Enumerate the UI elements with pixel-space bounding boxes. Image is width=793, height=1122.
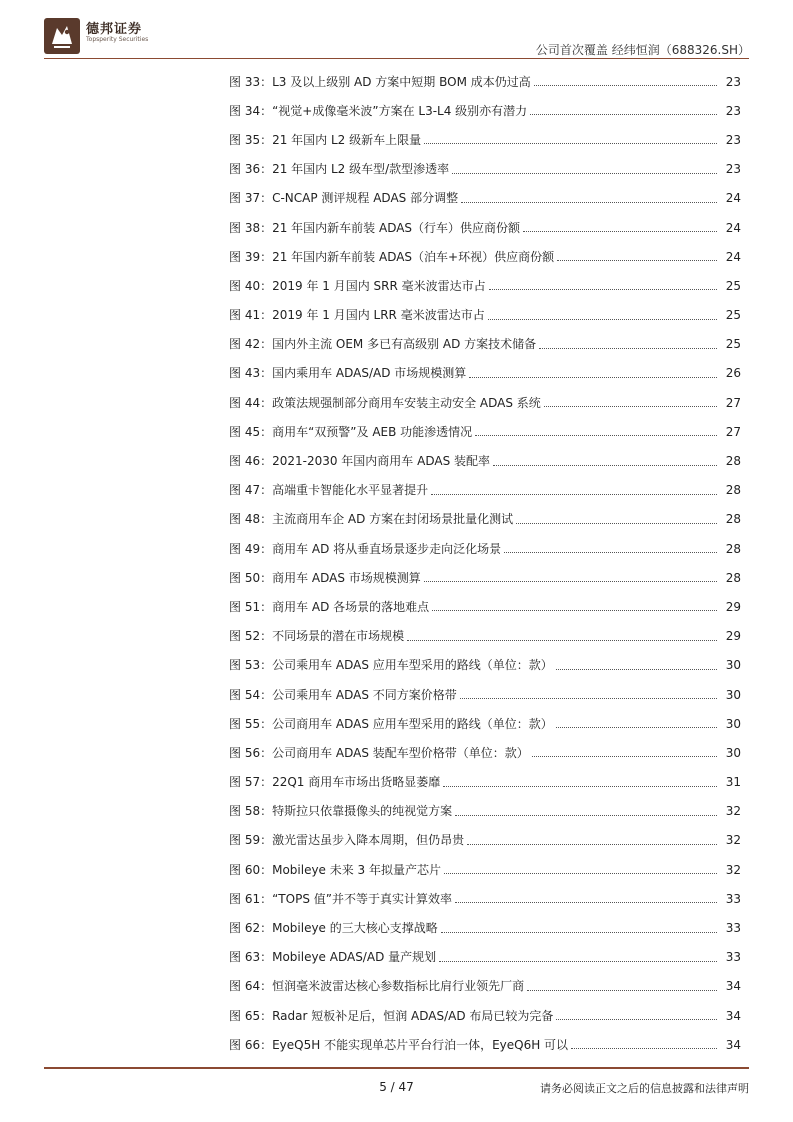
toc-entry[interactable]	[229, 330, 741, 359]
footer-divider	[44, 1067, 749, 1069]
dot-leader	[504, 552, 717, 553]
toc-entry[interactable]	[229, 301, 741, 330]
dot-leader	[455, 815, 717, 816]
toc-entry-label: 图 60：Mobileye 未来 3 年拟量产芯片	[229, 862, 442, 877]
toc-entry[interactable]	[229, 67, 741, 96]
toc-entry-page: 23	[725, 74, 741, 89]
toc-entry-page: 32	[725, 804, 741, 819]
toc-entry-label: 图 57：22Q1 商用车市场出货略显萎靡	[229, 775, 441, 790]
toc-entry-label: 图 51：商用车 AD 各场景的落地难点	[229, 599, 430, 614]
toc-entry[interactable]	[229, 709, 741, 738]
toc-entry-label: 图 34：“视觉+成像毫米波”方案在 L3-L4 级别亦有潜力	[229, 103, 528, 118]
dot-leader	[539, 348, 717, 349]
toc-entry-page: 26	[725, 366, 741, 381]
dot-leader	[431, 494, 717, 495]
toc-entry[interactable]	[229, 446, 741, 475]
toc-entry-label: 图 61：“TOPS 值”并不等于真实计算效率	[229, 891, 452, 906]
toc-entry-page: 25	[725, 308, 741, 323]
tiger-logo-icon	[44, 18, 80, 54]
toc-entry-label: 图 42：国内外主流 OEM 多已有高级别 AD 方案技术储备	[229, 337, 537, 352]
toc-entry-page: 33	[725, 950, 741, 965]
toc-entry-page: 25	[725, 337, 741, 352]
toc-entry-label: 图 43：国内乘用车 ADAS/AD 市场规模测算	[229, 366, 467, 381]
toc-entry-page: 30	[725, 716, 741, 731]
dot-leader	[530, 114, 717, 115]
brand-name: 德邦证券	[86, 22, 143, 37]
toc-entry[interactable]	[229, 943, 741, 972]
toc-entry-page: 28	[725, 454, 741, 469]
toc-entry[interactable]	[229, 1001, 741, 1030]
toc-entry-page: 28	[725, 512, 741, 527]
toc-entry-page: 33	[725, 891, 741, 906]
toc-entry-label: 图 35：21 年国内 L2 级新车上限量	[229, 132, 422, 147]
toc-entry[interactable]	[229, 913, 741, 942]
page-header	[0, 0, 793, 62]
dot-leader	[527, 990, 717, 991]
toc-entry-page: 28	[725, 570, 741, 585]
dot-leader	[424, 143, 717, 144]
toc-entry[interactable]	[229, 738, 741, 767]
header-divider	[44, 58, 749, 59]
brand-subtitle: Topsperity Securities	[86, 36, 149, 43]
toc-entry[interactable]	[229, 155, 741, 184]
toc-entry[interactable]	[229, 125, 741, 154]
toc-entry-label: 图 45：商用车“双预警”及 AEB 功能渗透情况	[229, 424, 473, 439]
dot-leader	[461, 202, 717, 203]
toc-entry-label: 图 50：商用车 ADAS 市场规模测算	[229, 570, 421, 585]
toc-entry-page: 32	[725, 833, 741, 848]
toc-entry-page: 29	[725, 599, 741, 614]
toc-entry-page: 32	[725, 862, 741, 877]
toc-entry-label: 图 38：21 年国内新车前装 ADAS（行车）供应商份额	[229, 220, 521, 235]
toc-entry-label: 图 33：L3 及以上级别 AD 方案中短期 BOM 成本仍过高	[229, 74, 531, 89]
toc-entry-page: 30	[725, 687, 741, 702]
toc-entry[interactable]	[229, 826, 741, 855]
dot-leader	[452, 173, 717, 174]
dot-leader	[489, 289, 717, 290]
toc-entry-label: 图 37：C-NCAP 测评规程 ADAS 部分调整	[229, 191, 459, 206]
toc-entry-label: 图 62：Mobileye 的三大核心支撑战略	[229, 921, 438, 936]
toc-entry-label: 图 44：政策法规强制部分商用车安装主动安全 ADAS 系统	[229, 395, 541, 410]
dot-leader	[488, 319, 717, 320]
toc-entry[interactable]	[229, 768, 741, 797]
dot-leader	[455, 902, 717, 903]
page-number: 5 / 47	[379, 1080, 414, 1094]
toc-entry[interactable]	[229, 213, 741, 242]
toc-entry[interactable]	[229, 1030, 741, 1059]
toc-entry-page: 28	[725, 541, 741, 556]
dot-leader	[424, 581, 717, 582]
toc-entry[interactable]	[229, 563, 741, 592]
toc-entry-label: 图 52：不同场景的潜在市场规模	[229, 629, 405, 644]
toc-entry-page: 25	[725, 278, 741, 293]
table-of-contents	[229, 67, 741, 1059]
toc-entry[interactable]	[229, 184, 741, 213]
dot-leader	[516, 523, 717, 524]
toc-entry-page: 23	[725, 132, 741, 147]
dot-leader	[439, 961, 717, 962]
toc-entry-page: 33	[725, 921, 741, 936]
toc-entry-page: 24	[725, 191, 741, 206]
dot-leader	[534, 85, 717, 86]
toc-entry-page: 27	[725, 424, 741, 439]
toc-entry-page: 29	[725, 629, 741, 644]
toc-entry-page: 34	[725, 1008, 741, 1023]
dot-leader	[493, 465, 717, 466]
dot-leader	[407, 640, 717, 641]
toc-entry-label: 图 39：21 年国内新车前装 ADAS（泊车+环视）供应商份额	[229, 249, 555, 264]
toc-entry[interactable]	[229, 476, 741, 505]
dot-leader	[475, 435, 717, 436]
dot-leader	[441, 932, 717, 933]
report-title: 公司首次覆盖 经纬恒润（688326.SH）	[535, 43, 750, 57]
dot-leader	[523, 231, 717, 232]
toc-entry[interactable]	[229, 271, 741, 300]
toc-entry[interactable]	[229, 855, 741, 884]
toc-entry-label: 图 59：激光雷达虽步入降本周期，但仍昂贵	[229, 833, 465, 848]
toc-entry-page: 30	[725, 745, 741, 760]
toc-entry-label: 图 41：2019 年 1 月国内 LRR 毫米波雷达市占	[229, 308, 485, 323]
toc-entry[interactable]	[229, 651, 741, 680]
toc-entry[interactable]	[229, 972, 741, 1001]
toc-entry-page: 24	[725, 220, 741, 235]
toc-entry-label: 图 63：Mobileye ADAS/AD 量产规划	[229, 950, 437, 965]
toc-entry-label: 图 48：主流商用车企 AD 方案在封闭场景批量化测试	[229, 512, 514, 527]
dot-leader	[467, 844, 717, 845]
toc-entry-page: 34	[725, 1037, 741, 1052]
toc-entry-label: 图 40：2019 年 1 月国内 SRR 毫米波雷达市占	[229, 278, 486, 293]
toc-entry-label: 图 47：高端重卡智能化水平显著提升	[229, 483, 429, 498]
toc-entry-page: 27	[725, 395, 741, 410]
dot-leader	[571, 1048, 717, 1049]
toc-entry-label: 图 58：特斯拉只依靠摄像头的纯视觉方案	[229, 804, 453, 819]
toc-entry-label: 图 65：Radar 短板补足后，恒润 ADAS/AD 布局已较为完备	[229, 1008, 554, 1023]
toc-entry[interactable]	[229, 680, 741, 709]
toc-entry-label: 图 49：商用车 AD 将从垂直场景逐步走向泛化场景	[229, 541, 502, 556]
toc-entry[interactable]	[229, 96, 741, 125]
dot-leader	[557, 260, 717, 261]
toc-entry[interactable]	[229, 417, 741, 446]
legal-disclaimer: 请务必阅读正文之后的信息披露和法律声明	[540, 1082, 749, 1095]
toc-entry-page: 24	[725, 249, 741, 264]
toc-entry-label: 图 46：2021-2030 年国内商用车 ADAS 装配率	[229, 454, 491, 469]
toc-entry-page: 30	[725, 658, 741, 673]
dot-leader	[556, 1019, 717, 1020]
dot-leader	[432, 610, 717, 611]
toc-entry[interactable]	[229, 242, 741, 271]
dot-leader	[444, 873, 717, 874]
toc-entry[interactable]	[229, 797, 741, 826]
dot-leader	[469, 377, 717, 378]
toc-entry[interactable]	[229, 388, 741, 417]
toc-entry[interactable]	[229, 622, 741, 651]
toc-entry-page: 28	[725, 483, 741, 498]
toc-entry[interactable]	[229, 359, 741, 388]
toc-entry-label: 图 55：公司商用车 ADAS 应用车型采用的路线（单位：款）	[229, 716, 553, 731]
dot-leader	[460, 698, 717, 699]
toc-entry-label: 图 54：公司乘用车 ADAS 不同方案价格带	[229, 687, 457, 702]
toc-entry-page: 23	[725, 103, 741, 118]
toc-entry-page: 34	[725, 979, 741, 994]
dot-leader	[532, 756, 717, 757]
toc-entry-label: 图 36：21 年国内 L2 级车型/款型渗透率	[229, 162, 450, 177]
toc-entry-label: 图 53：公司乘用车 ADAS 应用车型采用的路线（单位：款）	[229, 658, 553, 673]
toc-entry[interactable]	[229, 592, 741, 621]
toc-entry-label: 图 56：公司商用车 ADAS 装配车型价格带（单位：款）	[229, 745, 529, 760]
toc-entry-label: 图 64：恒润毫米波雷达核心参数指标比肩行业领先厂商	[229, 979, 525, 994]
dot-leader	[556, 727, 717, 728]
toc-entry-label: 图 66：EyeQ5H 不能实现单芯片平台行泊一体，EyeQ6H 可以	[229, 1037, 569, 1052]
toc-entry[interactable]	[229, 884, 741, 913]
toc-entry-page: 31	[725, 775, 741, 790]
toc-entry-page: 23	[725, 162, 741, 177]
dot-leader	[544, 406, 717, 407]
dot-leader	[443, 786, 717, 787]
toc-entry[interactable]	[229, 505, 741, 534]
toc-entry[interactable]	[229, 534, 741, 563]
dot-leader	[556, 669, 717, 670]
